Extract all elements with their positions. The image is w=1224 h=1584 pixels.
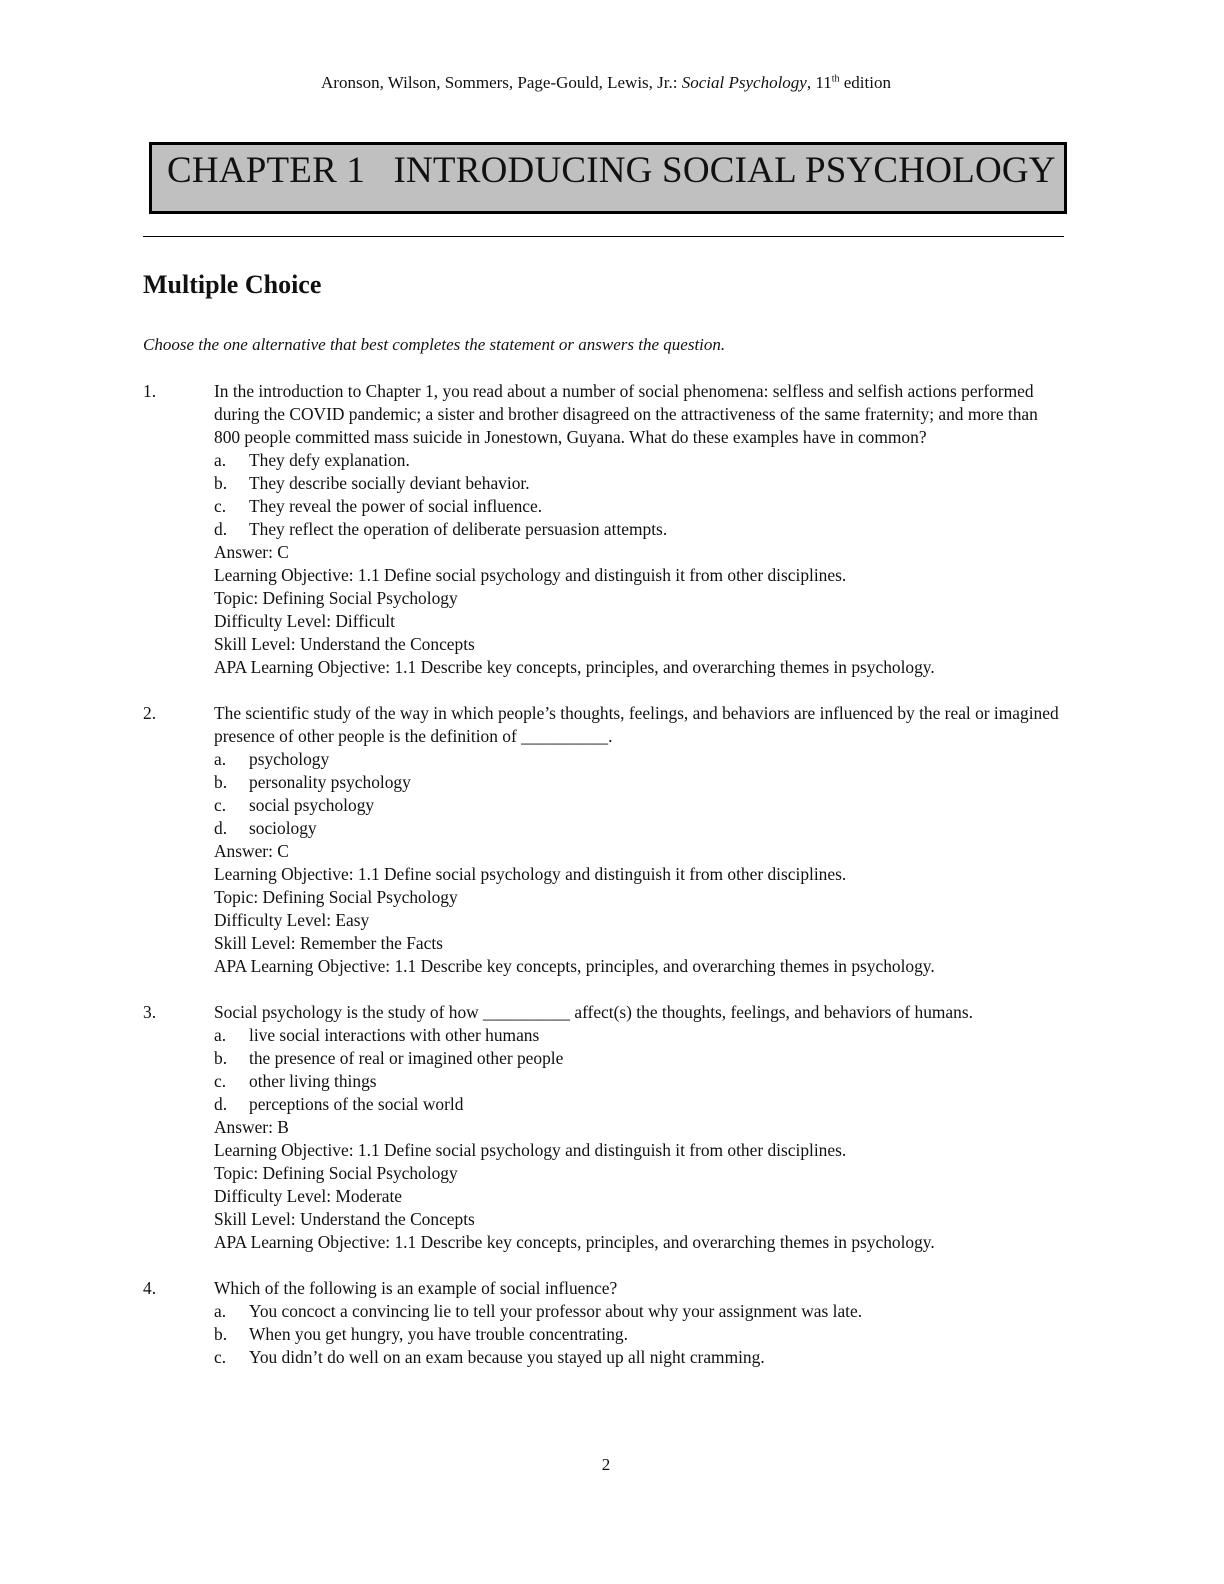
option-d	[214, 518, 1068, 541]
option-a	[214, 1024, 1068, 1047]
option-letter: b.	[214, 1048, 228, 1068]
header-book-title: Social Psychology	[681, 73, 807, 92]
option-letter: c.	[214, 496, 227, 516]
difficulty-level: Difficulty Level: Moderate	[214, 1186, 403, 1206]
question-1	[143, 380, 1068, 679]
question-4	[143, 1277, 1068, 1369]
option-a	[214, 748, 1068, 771]
option-text: You didn’t do well on an exam because you stayed up all night cramming.	[249, 1347, 765, 1367]
topic: Topic: Defining Social Psychology	[214, 588, 458, 608]
question-2	[143, 702, 1068, 978]
option-text: They defy explanation.	[249, 450, 410, 470]
option-text: They reveal the power of social influence.	[249, 496, 543, 516]
option-text: sociology	[249, 818, 317, 838]
option-a	[214, 1300, 1068, 1323]
skill-level: Skill Level: Understand the Concepts	[214, 1209, 475, 1229]
option-c	[214, 794, 1068, 817]
question-3	[143, 1001, 1068, 1254]
skill-level: Skill Level: Understand the Concepts	[214, 634, 475, 654]
option-text: perceptions of the social world	[249, 1094, 464, 1114]
chapter-title: CHAPTER 1 INTRODUCING SOCIAL PSYCHOLOGY	[167, 150, 1056, 191]
difficulty-level: Difficulty Level: Difficult	[214, 611, 395, 631]
option-c	[214, 495, 1068, 518]
section-heading: Multiple Choice	[143, 270, 322, 299]
option-b	[214, 771, 1068, 794]
option-letter: c.	[214, 795, 227, 815]
option-text: When you get hungry, you have trouble concentrating.	[249, 1324, 628, 1344]
option-text: They describe socially deviant behavior.	[249, 473, 530, 493]
option-b	[214, 472, 1068, 495]
option-c	[214, 1346, 1068, 1369]
question-text: The scientific study of the way in which people’s thoughts, feelings, and behaviors are influenced by the real or imagined presence of other people is the definition of __________.	[214, 703, 1059, 746]
option-c	[214, 1070, 1068, 1093]
apa-learning-objective: APA Learning Objective: 1.1 Describe key concepts, principles, and overarching themes in psychology.	[214, 657, 935, 677]
learning-objective: Learning Objective: 1.1 Define social psychology and distinguish it from other disciplines.	[214, 864, 847, 884]
answer: Answer: B	[214, 1117, 289, 1137]
option-text: psychology	[249, 749, 330, 769]
question-text: Social psychology is the study of how __________ affect(s) the thoughts, feelings, and behaviors of humans.	[214, 1002, 973, 1022]
option-text: social psychology	[249, 795, 375, 815]
option-text: You concoct a convincing lie to tell your professor about why your assignment was late.	[249, 1301, 863, 1321]
instructions: Choose the one alternative that best completes the statement or answers the question.	[143, 335, 726, 354]
option-letter: c.	[214, 1347, 227, 1367]
running-header	[0, 73, 1212, 93]
option-letter: b.	[214, 1324, 228, 1344]
apa-learning-objective: APA Learning Objective: 1.1 Describe key concepts, principles, and overarching themes in psychology.	[214, 1232, 935, 1252]
option-letter: d.	[214, 818, 228, 838]
question-number: 3.	[143, 1002, 157, 1022]
option-text: live social interactions with other humans	[249, 1025, 540, 1045]
horizontal-rule	[143, 236, 1064, 237]
header-authors: Aronson, Wilson, Sommers, Page-Gould, Lewis, Jr.:	[321, 73, 682, 92]
page-number: 2	[601, 1455, 611, 1474]
answer: Answer: C	[214, 841, 289, 861]
question-number: 1.	[143, 381, 157, 401]
answer: Answer: C	[214, 542, 289, 562]
option-letter: d.	[214, 519, 228, 539]
option-text: the presence of real or imagined other people	[249, 1048, 564, 1068]
learning-objective: Learning Objective: 1.1 Define social psychology and distinguish it from other disciplines.	[214, 565, 847, 585]
header-edition-number: , 11	[806, 73, 832, 92]
option-a	[214, 449, 1068, 472]
option-letter: a.	[214, 1025, 227, 1045]
option-letter: d.	[214, 1094, 228, 1114]
question-number: 2.	[143, 703, 157, 723]
option-letter: a.	[214, 1301, 227, 1321]
difficulty-level: Difficulty Level: Easy	[214, 910, 370, 930]
topic: Topic: Defining Social Psychology	[214, 1163, 458, 1183]
header-edition-word: edition	[839, 73, 891, 92]
option-d	[214, 1093, 1068, 1116]
option-letter: c.	[214, 1071, 227, 1091]
option-letter: a.	[214, 749, 227, 769]
option-text: personality psychology	[249, 772, 411, 792]
question-number: 4.	[143, 1278, 157, 1298]
apa-learning-objective: APA Learning Objective: 1.1 Describe key concepts, principles, and overarching themes in psychology.	[214, 956, 935, 976]
option-d	[214, 817, 1068, 840]
option-b	[214, 1323, 1068, 1346]
question-list	[143, 380, 1068, 1392]
question-text: In the introduction to Chapter 1, you read about a number of social phenomena: selfless and selfish actions performed during the COVID pandemic; a sister and brother disagreed on the attractiveness of the same fraternity; and more than 800 people committed mass suicide in Jonestown, Guyana. What do these examples have in common?	[214, 381, 1038, 447]
option-letter: b.	[214, 473, 228, 493]
header-edition-suffix: th	[831, 73, 840, 85]
learning-objective: Learning Objective: 1.1 Define social psychology and distinguish it from other disciplines.	[214, 1140, 847, 1160]
chapter-title-box	[149, 142, 1067, 214]
option-b	[214, 1047, 1068, 1070]
option-letter: a.	[214, 450, 227, 470]
skill-level: Skill Level: Remember the Facts	[214, 933, 443, 953]
option-text: other living things	[249, 1071, 377, 1091]
option-letter: b.	[214, 772, 228, 792]
topic: Topic: Defining Social Psychology	[214, 887, 458, 907]
question-text: Which of the following is an example of social influence?	[214, 1278, 618, 1298]
option-text: They reflect the operation of deliberate persuasion attempts.	[249, 519, 668, 539]
